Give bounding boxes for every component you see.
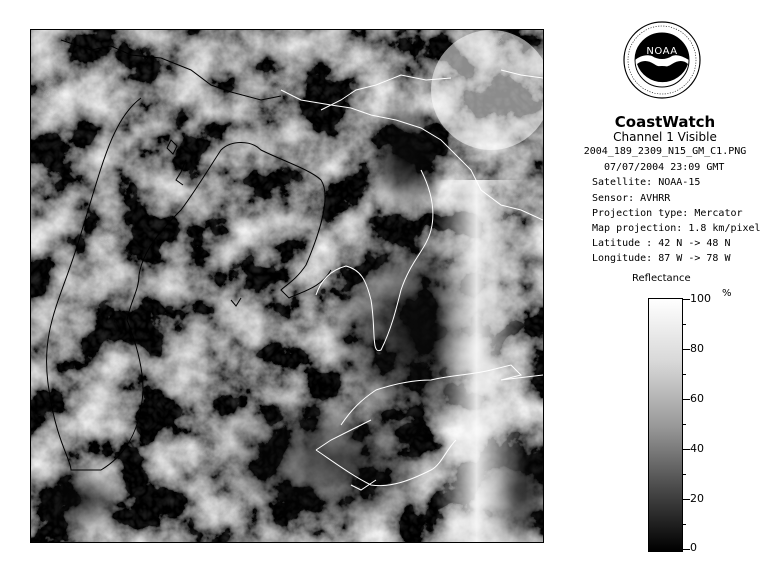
colorbar-tick-major [682, 299, 690, 300]
colorbar-tick-major [682, 499, 690, 500]
colorbar-tick-label: 80 [690, 342, 704, 355]
colorbar-tick-label: 60 [690, 392, 704, 405]
file-name: 2004_189_2309_N15_GM_C1.PNG [583, 146, 747, 157]
cloud-band-east [436, 180, 526, 542]
colorbar-tick-major [682, 549, 690, 550]
map-projection-text: Map projection: 1.8 km/pixel [592, 223, 761, 234]
colorbar-tick-label: 0 [690, 541, 697, 554]
colorbar-tick-minor [682, 374, 686, 375]
colorbar-tick-minor [682, 474, 686, 475]
logo-center-text: NOAA [646, 46, 678, 57]
colorbar-tick-minor [682, 424, 686, 425]
colorbar-tick-label: 20 [690, 492, 704, 505]
colorbar-tick-label: 40 [690, 442, 704, 455]
latitude-text: Latitude : 42 N -> 48 N [592, 238, 731, 249]
colorbar-tick-label: 100 [690, 292, 711, 305]
projection-type-text: Projection type: Mercator [592, 208, 743, 219]
brand-title: CoastWatch [614, 113, 716, 131]
colorbar-tick-major [682, 349, 690, 350]
channel-subtitle: Channel 1 Visible [613, 130, 717, 144]
satellite-text: Satellite: NOAA-15 [592, 177, 701, 188]
colorbar [648, 298, 683, 552]
dark-region-southwest [31, 460, 131, 540]
satellite-map[interactable] [30, 29, 544, 543]
dark-region-north [366, 100, 446, 220]
colorbar-tick-minor [682, 524, 686, 525]
noaa-emblem-icon [622, 20, 702, 100]
colorbar-tick-major [682, 399, 690, 400]
map-svg [31, 30, 543, 542]
colorbar-tick-major [682, 449, 690, 450]
datetime-text: 07/07/2004 23:09 GMT [604, 162, 725, 173]
colorbar-tick-minor [682, 324, 686, 325]
colorbar-unit: % [722, 288, 732, 299]
longitude-text: Longitude: 87 W -> 78 W [592, 253, 731, 264]
noaa-logo [622, 20, 702, 100]
colorbar-label: Reflectance [632, 273, 691, 284]
sensor-text: Sensor: AVHRR [592, 193, 671, 204]
